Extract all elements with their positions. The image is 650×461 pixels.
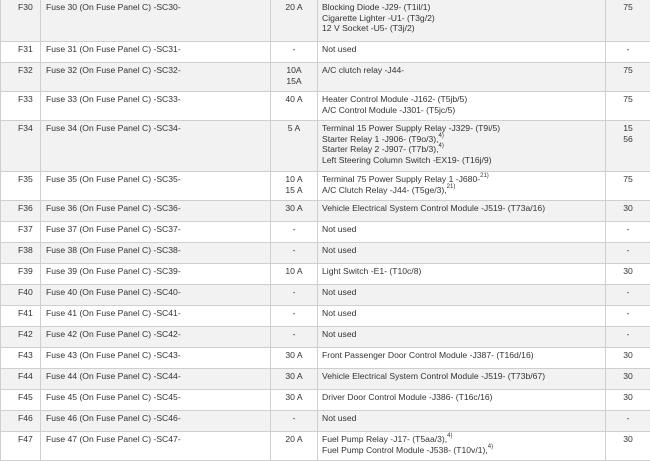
fuse-rating-cell [271,121,318,172]
fuse-rating-cell [271,92,318,121]
terminal-value [608,371,648,382]
table-row [1,285,650,306]
fuse-rating [273,266,315,277]
component-line-text: Not used [322,224,356,234]
fuse-rating [273,371,315,382]
component-line-text: A/C clutch relay -J44- [322,65,404,75]
component-line-text: Terminal 15 Power Supply Relay -J329- (T9i/5) [322,123,500,133]
component-cell [318,92,606,121]
fuse-code-cell: F40 [1,285,41,306]
footnote-ref: 21) [447,184,456,190]
terminal-value-text: - [627,413,630,423]
component-line [322,65,602,76]
component-cell [318,172,606,201]
component-line [322,445,602,456]
fuse-rating [273,76,315,87]
fuse-name-cell: Fuse 42 (On Fuse Panel C) -SC42- [41,327,271,348]
table-row [1,264,650,285]
fuse-rating-text: 15 A [285,185,302,195]
component-line [322,266,602,277]
fuse-rating-text: 10 A [285,174,302,184]
fuse-rating-text: 10A [286,65,301,75]
component-line-text: Fuel Pump Relay -J17- (T5aa/3), [322,434,447,444]
component-cell [318,390,606,411]
terminal-value-text: - [627,308,630,318]
fuse-name-cell: Fuse 46 (On Fuse Panel C) -SC46- [41,411,271,432]
component-cell [318,42,606,63]
terminal-value-text: - [627,245,630,255]
terminal-value-text: 30 [623,371,633,381]
fuse-code-cell: F44 [1,369,41,390]
terminal-value [608,203,648,214]
component-line-text: Cigarette Lighter -U1- (T3g/2) [322,13,435,23]
table-row [1,243,650,264]
component-cell [318,264,606,285]
table-row [1,327,650,348]
fuse-name-cell: Fuse 41 (On Fuse Panel C) -SC41- [41,306,271,327]
component-line [322,44,602,55]
fuse-rating-cell [271,369,318,390]
terminal-value-text: - [627,287,630,297]
fuse-code-cell: F35 [1,172,41,201]
fuse-name-cell: Fuse 43 (On Fuse Panel C) -SC43- [41,348,271,369]
fuse-name-cell: Fuse 40 (On Fuse Panel C) -SC40- [41,285,271,306]
table-row [1,390,650,411]
component-line [322,413,602,424]
terminal-value [608,350,648,361]
component-line [322,123,602,134]
fuse-rating-cell [271,432,318,461]
terminal-value [608,123,648,134]
terminal-value-text: 56 [623,134,633,144]
component-line [322,174,602,185]
fuse-name-cell: Fuse 33 (On Fuse Panel C) -SC33- [41,92,271,121]
terminal-value-text: 30 [623,434,633,444]
fuse-code-cell: F47 [1,432,41,461]
footnote-ref: 21) [480,173,489,179]
fuse-rating-text: - [293,245,296,255]
fuse-code-cell: F34 [1,121,41,172]
fuse-name-cell: Fuse 34 (On Fuse Panel C) -SC34- [41,121,271,172]
component-line [322,2,602,13]
component-line-text: Heater Control Module -J162- (T5jb/5) [322,94,467,104]
table-row [1,201,650,222]
fuse-rating-text: 30 A [285,392,302,402]
table-row [1,306,650,327]
terminal-value-text: 30 [623,392,633,402]
fuse-rating-cell [271,63,318,92]
fuse-rating [273,392,315,403]
component-cell [318,243,606,264]
table-row [1,411,650,432]
component-line [322,13,602,24]
fuse-name-cell: Fuse 38 (On Fuse Panel C) -SC38- [41,243,271,264]
fuse-rating-cell [271,0,318,42]
terminal-value-text: 30 [623,203,633,213]
component-line [322,308,602,319]
fuse-code-cell: F30 [1,0,41,42]
component-line-text: Driver Door Control Module -J386- (T16c/16) [322,392,493,402]
fuse-rating-text: - [293,308,296,318]
fuse-rating [273,413,315,424]
terminal-value-text: 75 [623,94,633,104]
fuse-name-cell: Fuse 30 (On Fuse Panel C) -SC30- [41,0,271,42]
terminal-cell [606,369,650,390]
component-line [322,287,602,298]
terminal-value-text: - [627,224,630,234]
table-row [1,432,650,461]
terminal-value [608,392,648,403]
fuse-code-cell: F36 [1,201,41,222]
table-row [1,121,650,172]
component-line [322,350,602,361]
terminal-value [608,65,648,76]
terminal-value [608,308,648,319]
terminal-value-text: - [627,329,630,339]
component-line-text: Starter Relay 2 -J907- (T7b/3), [322,144,439,154]
table-row [1,42,650,63]
fuse-rating-cell [271,42,318,63]
terminal-cell [606,348,650,369]
component-line-text: Not used [322,287,356,297]
component-cell [318,306,606,327]
table-row [1,348,650,369]
fuse-rating [273,287,315,298]
component-line-text: Front Passenger Door Control Module -J387- (T16d/16) [322,350,534,360]
terminal-cell [606,0,650,42]
fuse-rating-text: 15A [286,76,301,86]
fuse-rating-cell [271,243,318,264]
component-line-text: Left Steering Column Switch -EX19- (T16j/9) [322,155,492,165]
fuse-rating-cell [271,306,318,327]
fuse-rating-cell [271,348,318,369]
fuse-rating-text: - [293,413,296,423]
fuse-code-cell: F37 [1,222,41,243]
terminal-value [608,413,648,424]
footnote-ref: 4) [447,433,452,439]
table-row [1,0,650,42]
fuse-rating [273,203,315,214]
component-line-text: Light Switch -E1- (T10c/8) [322,266,421,276]
fuse-name-cell: Fuse 31 (On Fuse Panel C) -SC31- [41,42,271,63]
component-line-text: Fuel Pump Control Module -J538- (T10v/1), [322,445,488,455]
terminal-value-text: 75 [623,65,633,75]
component-cell [318,63,606,92]
terminal-cell [606,432,650,461]
terminal-value-text: - [627,44,630,54]
component-cell [318,432,606,461]
terminal-value-text: 75 [623,2,633,12]
terminal-value [608,2,648,13]
component-line-text: Not used [322,245,356,255]
terminal-value [608,174,648,185]
component-line-text: Not used [322,308,356,318]
terminal-cell [606,390,650,411]
terminal-value-text: 15 [623,123,633,133]
fuse-rating [273,123,315,134]
terminal-cell [606,172,650,201]
component-line [322,371,602,382]
component-line [322,94,602,105]
component-cell [318,121,606,172]
fuse-rating-cell [271,172,318,201]
fuse-code-cell: F46 [1,411,41,432]
fuse-name-cell: Fuse 39 (On Fuse Panel C) -SC39- [41,264,271,285]
component-line-text: Not used [322,413,356,423]
fuse-rating-cell [271,264,318,285]
fuse-code-cell: F42 [1,327,41,348]
fuse-rating [273,245,315,256]
fuse-code-cell: F31 [1,42,41,63]
fuse-code-cell: F45 [1,390,41,411]
component-cell [318,369,606,390]
fuse-rating-text: 20 A [285,2,302,12]
component-cell [318,201,606,222]
fuse-table-body [1,0,650,461]
component-line-text: Blocking Diode -J29- (T1il/1) [322,2,430,12]
component-line [322,329,602,340]
component-line-text: A/C Control Module -J301- (T5jc/5) [322,105,455,115]
fuse-rating-cell [271,285,318,306]
terminal-cell [606,222,650,243]
fuse-code-cell: F39 [1,264,41,285]
fuse-rating [273,174,315,185]
fuse-rating-cell [271,390,318,411]
table-row [1,63,650,92]
fuse-name-cell: Fuse 45 (On Fuse Panel C) -SC45- [41,390,271,411]
component-line-text: Not used [322,329,356,339]
terminal-value [608,134,648,145]
component-line [322,185,602,196]
component-cell [318,411,606,432]
terminal-cell [606,243,650,264]
fuse-rating [273,94,315,105]
component-cell [318,0,606,42]
terminal-cell [606,42,650,63]
component-line [322,224,602,235]
terminal-value [608,434,648,445]
component-line [322,23,602,34]
terminal-value [608,266,648,277]
fuse-code-cell: F38 [1,243,41,264]
terminal-value [608,94,648,105]
terminal-value-text: 30 [623,350,633,360]
component-line [322,392,602,403]
terminal-value-text: 30 [623,266,633,276]
fuse-code-cell: F43 [1,348,41,369]
fuse-rating [273,44,315,55]
terminal-cell [606,264,650,285]
fuse-rating-cell [271,411,318,432]
fuse-rating-text: 30 A [285,371,302,381]
component-line-text: Vehicle Electrical System Control Module -J519- (T73b/67) [322,371,545,381]
fuse-name-cell: Fuse 37 (On Fuse Panel C) -SC37- [41,222,271,243]
component-line [322,434,602,445]
component-line [322,105,602,116]
fuse-code-cell: F32 [1,63,41,92]
terminal-cell [606,285,650,306]
terminal-cell [606,411,650,432]
component-line-text: Terminal 75 Power Supply Relay 1 -J680- [322,174,480,184]
fuse-name-cell: Fuse 35 (On Fuse Panel C) -SC35- [41,172,271,201]
fuse-rating [273,2,315,13]
fuse-rating [273,308,315,319]
terminal-value [608,329,648,340]
terminal-value [608,287,648,298]
component-cell [318,348,606,369]
component-line [322,144,602,155]
fuse-rating-text: 30 A [285,350,302,360]
fuse-rating-cell [271,222,318,243]
table-row [1,222,650,243]
fuse-code-cell: F33 [1,92,41,121]
footnote-ref: 4) [488,444,493,450]
fuse-rating [273,350,315,361]
component-line [322,155,602,166]
terminal-cell [606,92,650,121]
table-row [1,369,650,390]
fuse-rating [273,329,315,340]
fuse-rating-text: 20 A [285,434,302,444]
fuse-rating-text: - [293,224,296,234]
component-line-text: Starter Relay 1 -J906- (T9o/3), [322,134,439,144]
footnote-ref: 4) [439,133,444,139]
fuse-name-cell: Fuse 47 (On Fuse Panel C) -SC47- [41,432,271,461]
component-line-text: 12 V Socket -U5- (T3j/2) [322,23,415,33]
fuse-code-cell: F41 [1,306,41,327]
fuse-rating-text: 10 A [285,266,302,276]
terminal-value [608,245,648,256]
component-cell [318,285,606,306]
terminal-cell [606,327,650,348]
component-line-text: Not used [322,44,356,54]
fuse-rating [273,434,315,445]
terminal-cell [606,306,650,327]
fuse-rating [273,65,315,76]
fuse-name-cell: Fuse 32 (On Fuse Panel C) -SC32- [41,63,271,92]
fuse-rating [273,224,315,235]
fuse-rating-text: - [293,329,296,339]
fuse-rating-cell [271,327,318,348]
terminal-cell [606,201,650,222]
component-cell [318,327,606,348]
fuse-rating-text: 5 A [288,123,300,133]
component-line-text: Vehicle Electrical System Control Module -J519- (T73a/16) [322,203,545,213]
component-cell [318,222,606,243]
terminal-value [608,44,648,55]
component-line [322,203,602,214]
terminal-value [608,224,648,235]
component-line [322,245,602,256]
terminal-value-text: 75 [623,174,633,184]
fuse-rating-text: 30 A [285,203,302,213]
fuse-name-cell: Fuse 44 (On Fuse Panel C) -SC44- [41,369,271,390]
table-row [1,92,650,121]
fuse-rating-text: - [293,44,296,54]
terminal-cell [606,63,650,92]
terminal-cell [606,121,650,172]
table-row [1,172,650,201]
fuse-rating-cell [271,201,318,222]
fuse-rating-text: - [293,287,296,297]
fuse-name-cell: Fuse 36 (On Fuse Panel C) -SC36- [41,201,271,222]
fuse-rating-text: 40 A [285,94,302,104]
fuse-rating [273,185,315,196]
footnote-ref: 4) [439,143,444,149]
component-line [322,134,602,145]
component-line-text: A/C Clutch Relay -J44- (T5ge/3), [322,185,447,195]
